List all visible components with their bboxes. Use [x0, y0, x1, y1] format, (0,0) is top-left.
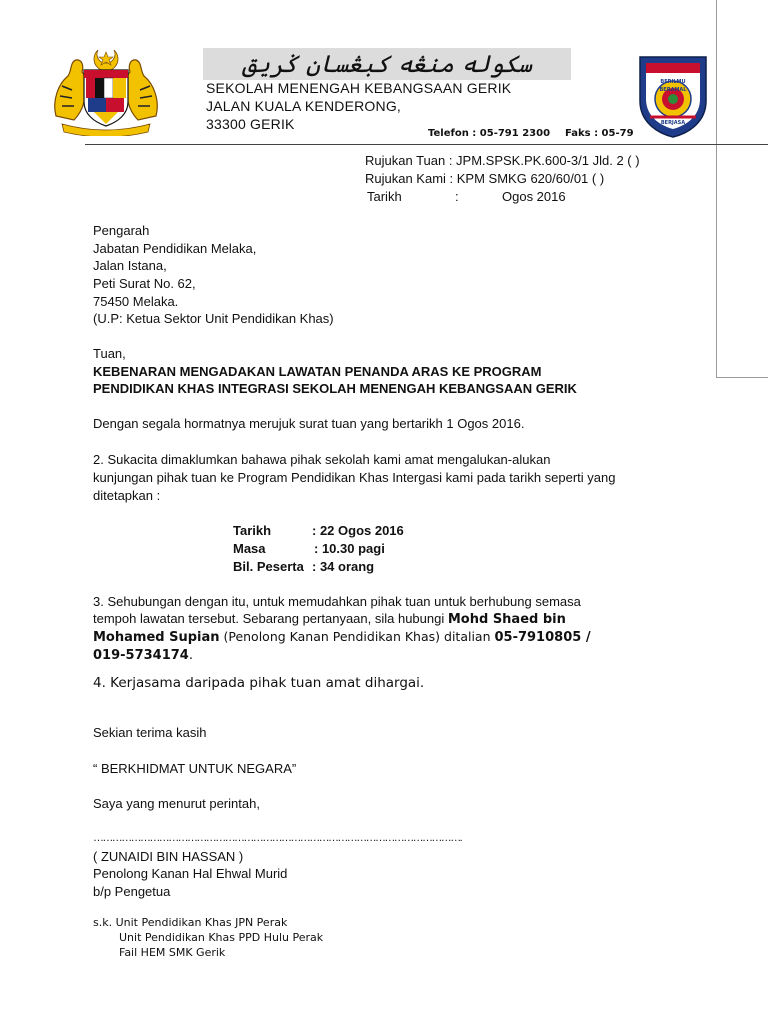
tarikh-separator: :: [455, 189, 459, 204]
detail-value-tarikh: : 22 Ogos 2016: [312, 523, 404, 538]
detail-label-peserta: Bil. Peserta: [233, 559, 304, 574]
contact-person-name-part2: Mohamed Supian: [93, 630, 220, 645]
jawi-banner: [203, 48, 571, 80]
recipient-line: 75450 Melaka.: [93, 294, 179, 309]
subject-line2: PENDIDIKAN KHAS INTEGRASI SEKOLAH MENENGAH KEBANGSAAN GERIK: [93, 381, 577, 396]
tarikh-value: Ogos 2016: [502, 189, 566, 204]
cc-line3: Fail HEM SMK Gerik: [119, 946, 226, 959]
recipient-line: Jalan Istana,: [93, 258, 167, 273]
paragraph-3-line3: [93, 628, 591, 646]
paragraph-2-line1: 2. Sukacita dimaklumkan bahawa pihak sekolah kami amat mengalukan-alukan: [93, 452, 551, 467]
school-address-line2: 33300 GERIK: [206, 116, 295, 132]
cc-line1: s.k. Unit Pendidikan Khas JPN Perak: [93, 916, 288, 929]
contact-person-role: (Penolong Kanan Pendidikan Khas) ditalian: [219, 629, 495, 644]
paragraph-2-line2: kunjungan pihak tuan ke Program Pendidikan Khas Intergasi kami pada tarikh seperti yang: [93, 470, 616, 485]
paragraph-4: 4. Kerjasama daripada pihak tuan amat dihargai.: [93, 675, 425, 691]
detail-value-masa: : 10.30 pagi: [314, 541, 385, 556]
paragraph-3-line1: 3. Sehubungan dengan itu, untuk memudahkan pihak tuan untuk berhubung semasa: [93, 594, 581, 609]
detail-label-tarikh: Tarikh: [233, 523, 272, 538]
telefon-number: Telefon : 05-791 2300: [428, 128, 551, 139]
detail-label-masa: Masa: [233, 541, 266, 556]
paragraph-3-line2-text: tempoh lawatan tersebut. Sebarang pertanyaan, sila hubungi: [93, 611, 448, 626]
school-address-line1: JALAN KUALA KENDERONG,: [206, 98, 402, 114]
school-logo-text-2: BERAMAL: [659, 87, 687, 93]
jawi-school-name: سکوله منڠه کبڠسان ݢريق: [241, 50, 533, 78]
paragraph-3-line4: [93, 646, 193, 664]
paragraph-3-line2: [93, 610, 566, 628]
school-logo-text-1: BERILMU: [660, 79, 686, 85]
tarikh-label: Tarikh: [367, 189, 402, 204]
closing-obedient: Saya yang menurut perintah,: [93, 796, 260, 811]
signatory-name: ( ZUNAIDI BIN HASSAN ): [93, 849, 244, 864]
signature-line: ……………………………………………………………………………………………………….: [93, 832, 462, 844]
school-logo-crest: [636, 53, 710, 139]
salutation: Tuan,: [93, 346, 126, 361]
signatory-on-behalf: b/p Pengetua: [93, 884, 171, 899]
header-divider: [85, 144, 768, 145]
recipient-line: Peti Surat No. 62,: [93, 276, 196, 291]
side-panel: [716, 0, 768, 378]
recipient-line: (U.P: Ketua Sektor Unit Pendidikan Khas): [93, 311, 334, 326]
paragraph-2-line3: ditetapkan :: [93, 488, 161, 503]
recipient-line: Pengarah: [93, 223, 150, 238]
detail-value-peserta: : 34 orang: [312, 559, 375, 574]
contact-phone-1: 05-7910805 /: [494, 630, 591, 645]
signatory-position: Penolong Kanan Hal Ehwal Murid: [93, 866, 288, 881]
paragraph-1: Dengan segala hormatnya merujuk surat tuan yang bertarikh 1 Ogos 2016.: [93, 416, 525, 431]
contact-phone-2: 019-5734174: [93, 648, 189, 663]
recipient-line: Jabatan Pendidikan Melaka,: [93, 241, 257, 256]
faks-number: Faks : 05-79: [565, 128, 634, 139]
school-name: SEKOLAH MENENGAH KEBANGSAAN GERIK: [206, 80, 512, 96]
rujukan-kami: Rujukan Kami : KPM SMKG 620/60/01 ( ): [365, 171, 605, 186]
cc-line2: Unit Pendidikan Khas PPD Hulu Perak: [119, 931, 324, 944]
paragraph-3-end: .: [188, 648, 193, 663]
contact-person-name-part1: Mohd Shaed bin: [447, 612, 566, 627]
closing-motto: “ BERKHIDMAT UNTUK NEGARA”: [93, 761, 297, 776]
closing-thanks: Sekian terima kasih: [93, 725, 207, 740]
subject-line1: KEBENARAN MENGADAKAN LAWATAN PENANDA ARAS KE PROGRAM: [93, 364, 542, 379]
rujukan-tuan: Rujukan Tuan : JPM.SPSK.PK.600-3/1 Jld. 2 ( ): [365, 153, 640, 168]
school-logo-text-3: BERJASA: [660, 120, 686, 126]
coat-of-arms-emblem: [48, 46, 164, 136]
